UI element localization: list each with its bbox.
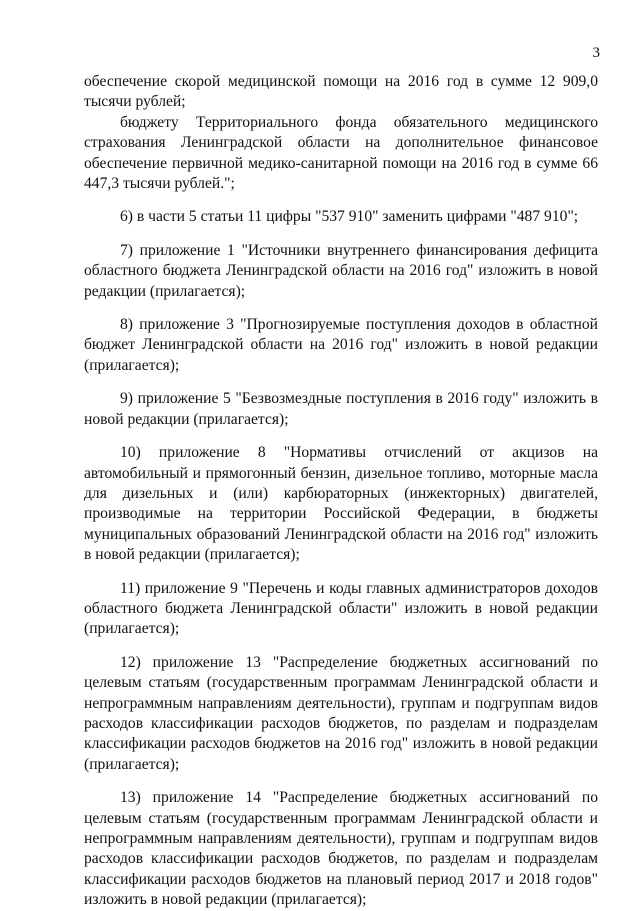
paragraph-item-11: 11) приложение 9 "Перечень и коды главных администраторов доходов областного бюджета Ленинградской области" изложить в новой редакции (прилагается); bbox=[84, 579, 598, 638]
paragraph-item-8: 8) приложение 3 "Прогнозируемые поступления доходов в областной бюджет Ленинградской области на 2016 год" изложить в новой редакции (прилагается); bbox=[84, 316, 598, 374]
paragraph-item-12: 12) приложение 13 "Распределение бюджетных ассигнований по целевым статьям (государственным программам Ленинградской области и непрограммным направлениям деятельности), группам и подгруппам видов расходов классификации расходов бюджетов, по разделам и подразделам классификации расходов бюджетов на 2016 год" изложить в новой редакции (прилагается); bbox=[84, 653, 598, 773]
paragraph-item-9: 9) приложение 5 "Безвозмездные поступления в 2016 году" изложить в новой редакции (прилагается); bbox=[84, 390, 598, 428]
paragraph-continuation: обеспечение скорой медицинской помощи на 2016 год в сумме 12 909,0 тысячи рублей; bbox=[84, 73, 598, 111]
document-body bbox=[84, 72, 598, 911]
paragraph-item-13: 13) приложение 14 "Распределение бюджетных ассигнований по целевым статьям (государственным программам Ленинградской области и непрограммным направлениям деятельности), группам и подгруппам видов расходов классификации расходов бюджетов, по разделам и подразделам классификации расходов бюджетов на плановый период 2017 и 2018 годов" изложить в новой редакции (прилагается); bbox=[84, 789, 598, 909]
paragraph-tfoms: бюджету Территориального фонда обязательного медицинского страхования Ленинградской области на дополнительное финансовое обеспечение первичной медико-санитарной помощи на 2016 год в сумме 66 447,3 тысячи рублей."; bbox=[84, 113, 598, 193]
paragraph-item-10: 10) приложение 8 "Нормативы отчислений от акцизов на автомобильный и прямогонный бензин, дизельное топливо, моторные масла для дизельных и (или) карбюраторных (инжекторных) двигателей, производимые на территории Российской Федерации, в бюджеты муниципальных образований Ленинградской области на 2016 год" изложить в новой редакции (прилагается); bbox=[84, 444, 598, 564]
paragraph-item-7: 7) приложение 1 "Источники внутреннего финансирования дефицита областного бюджета Ленинградской области на 2016 год" изложить в новой редакции (прилагается); bbox=[84, 241, 598, 300]
paragraph-item-6: 6) в части 5 статьи 11 цифры "537 910" заменить цифрами "487 910"; bbox=[120, 208, 579, 226]
page-number: 3 bbox=[592, 45, 600, 61]
